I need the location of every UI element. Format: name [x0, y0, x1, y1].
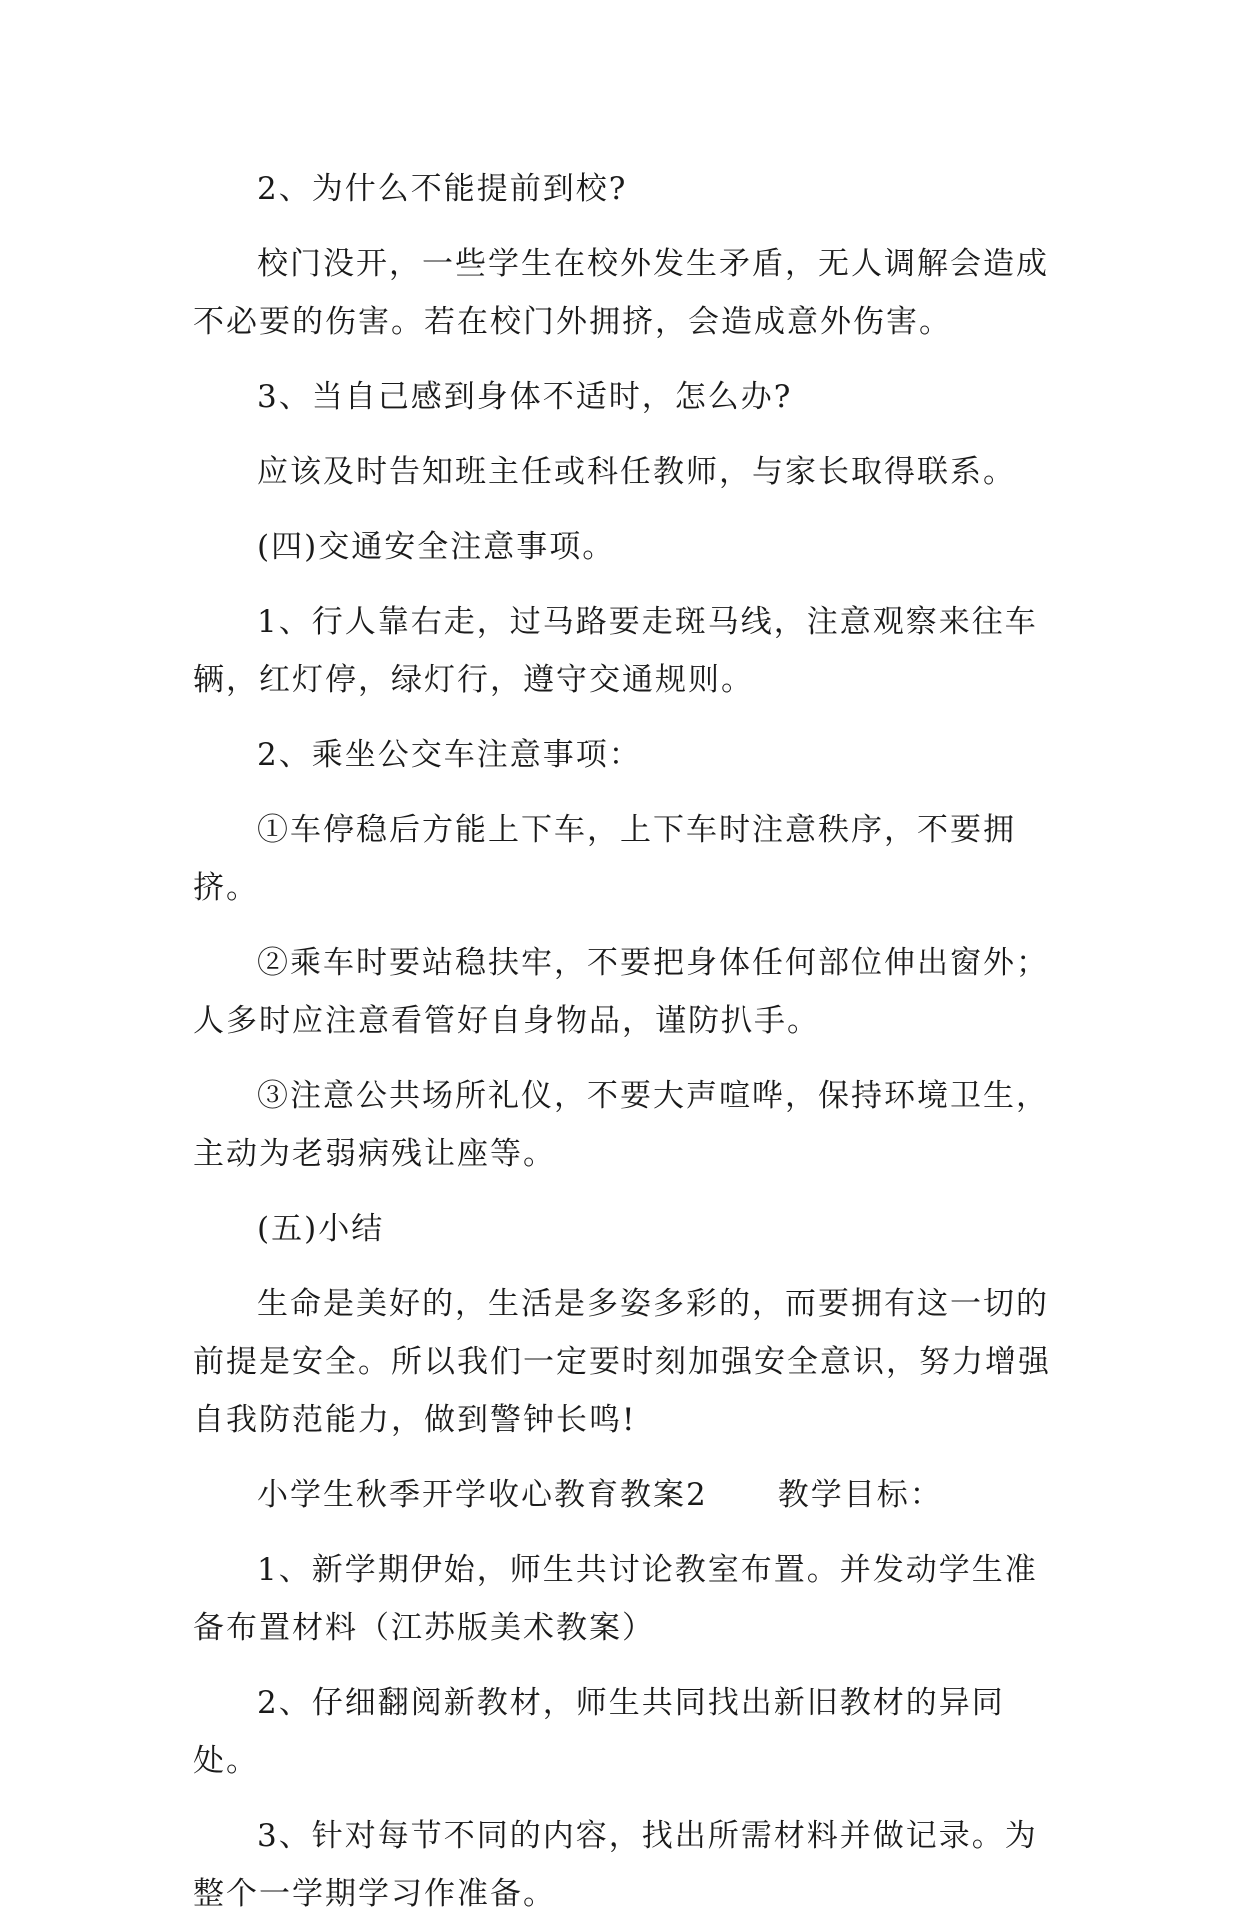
document-body — [193, 160, 1053, 1923]
paragraph: 校门没开，一些学生在校外发生矛盾，无人调解会造成不必要的伤害。若在校门外拥挤，会造成意外伤害。 — [193, 246, 1049, 340]
paragraph: 生命是美好的，生活是多姿多彩的，而要拥有这一切的前提是安全。所以我们一定要时刻加强安全意识，努力增强自我防范能力，做到警钟长鸣! — [193, 1286, 1051, 1438]
paragraph: 2、乘坐公交车注意事项： — [257, 737, 642, 773]
paragraph: 1、行人靠右走，过马路要走斑马线，注意观察来往车辆，红灯停，绿灯行，遵守交通规则。 — [193, 604, 1038, 698]
paragraph: 2、仔细翻阅新教材，师生共同找出新旧教材的异同处。 — [193, 1685, 1005, 1779]
paragraph: (五)小结 — [257, 1211, 385, 1247]
paragraph: ②乘车时要站稳扶牢，不要把身体任何部位伸出窗外；人多时应注意看管好自身物品，谨防扒手。 — [193, 945, 1049, 1039]
paragraph: (四)交通安全注意事项。 — [257, 529, 616, 565]
paragraph: ③注意公共场所礼仪，不要大声喧哗，保持环境卫生，主动为老弱病残让座等。 — [193, 1078, 1049, 1172]
paragraph: 3、针对每节不同的内容，找出所需材料并做记录。为整个一学期学习作准备。 — [193, 1818, 1038, 1912]
section-heading-line — [193, 1466, 1053, 1524]
section-title: 小学生秋季开学收心教育教案2 — [257, 1477, 708, 1513]
paragraph: 1、新学期伊始，师生共讨论教室布置。并发动学生准备布置材料（江苏版美术教案） — [193, 1552, 1038, 1646]
paragraph: 3、当自己感到身体不适时，怎么办? — [257, 379, 793, 415]
paragraph: ①车停稳后方能上下车，上下车时注意秩序，不要拥挤。 — [193, 812, 1016, 906]
paragraph: 应该及时告知班主任或科任教师，与家长取得联系。 — [257, 454, 1016, 490]
section-subtitle: 教学目标： — [777, 1477, 943, 1513]
paragraph: 2、为什么不能提前到校? — [257, 171, 628, 207]
